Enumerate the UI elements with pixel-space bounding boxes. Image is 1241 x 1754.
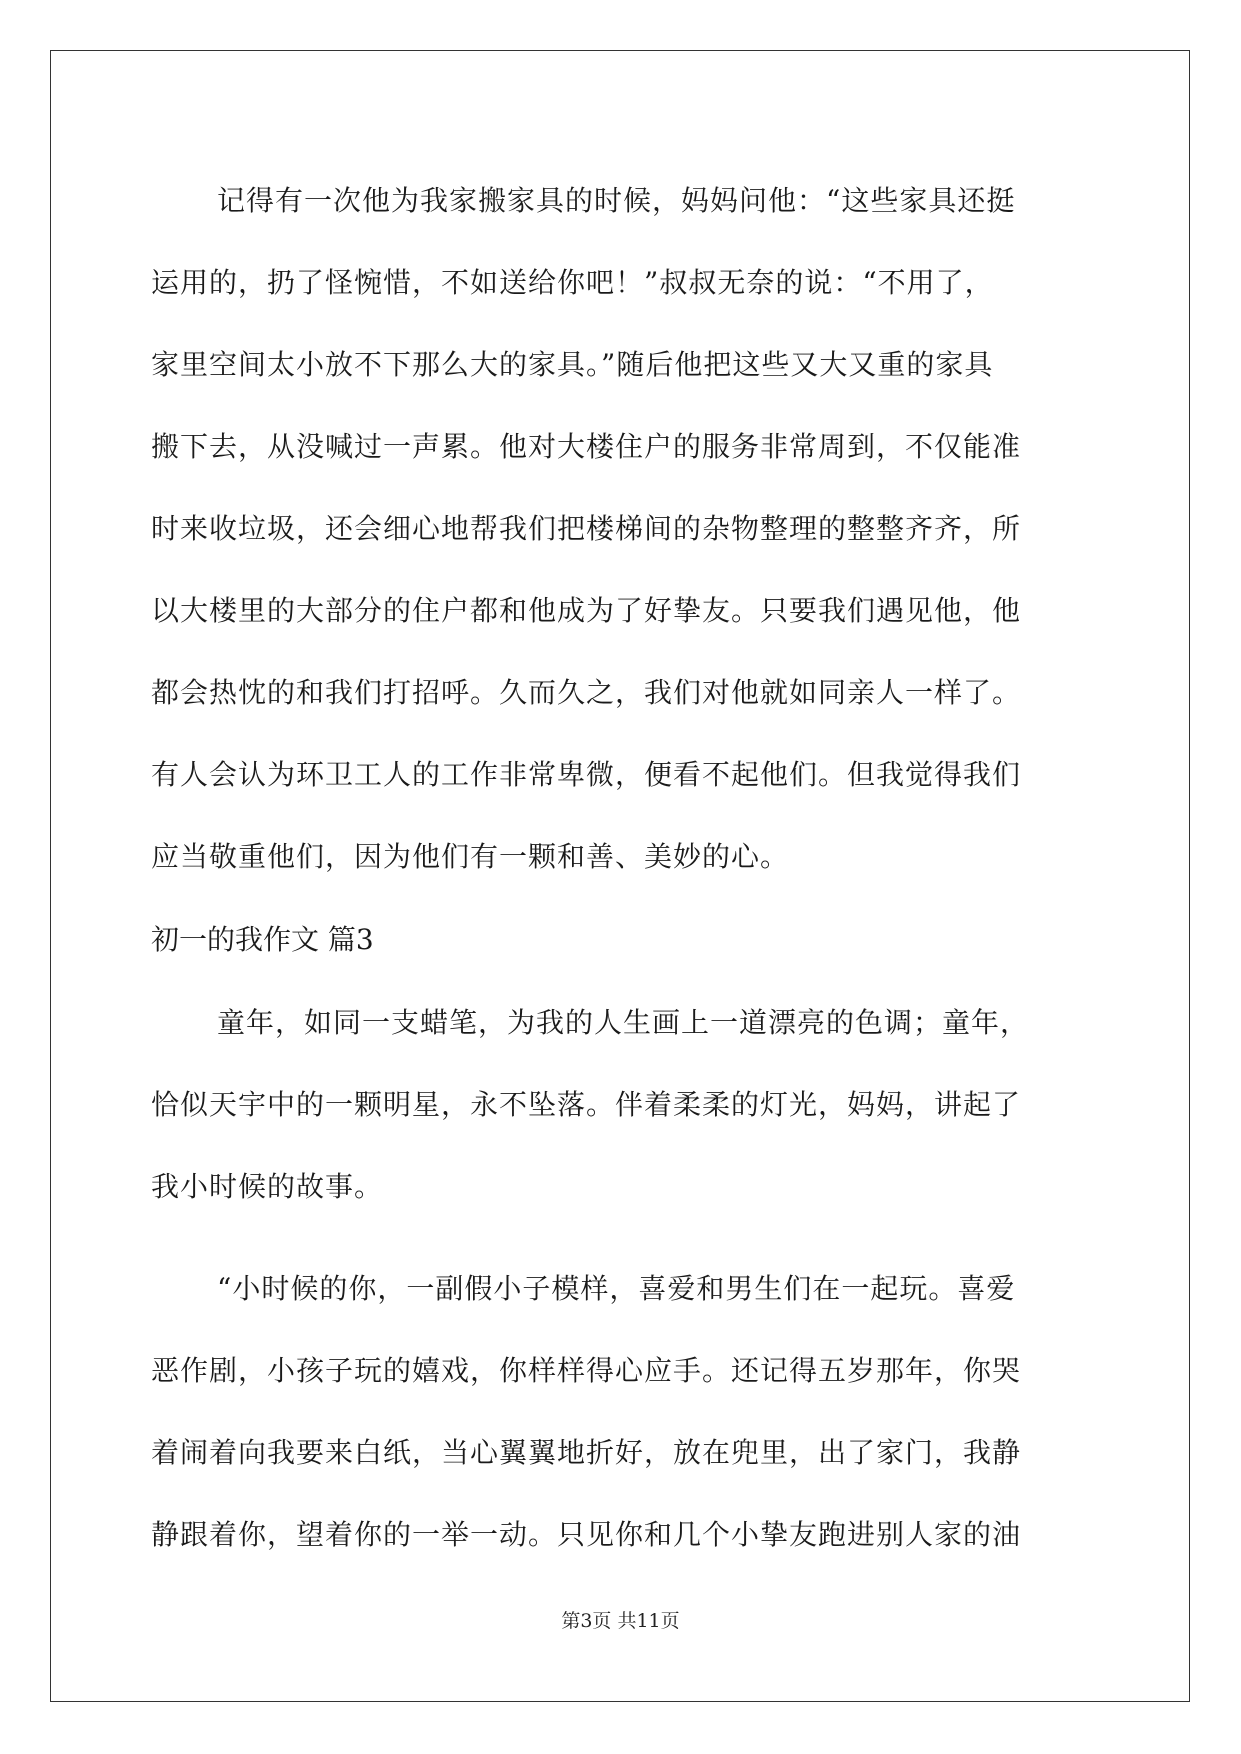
paragraph-line: 有人会认为环卫工人的工作非常卑微，便看不起他们。但我觉得我们: [151, 758, 1022, 791]
paragraph-line: 记得有一次他为我家搬家具的时候，妈妈问他：“这些家具还挺: [217, 184, 1016, 217]
paragraph-line: “小时候的你，一副假小子模样，喜爱和男生们在一起玩。喜爱: [217, 1272, 1016, 1305]
paragraph-line: 着闹着向我要来白纸，当心翼翼地折好，放在兜里，出了家门，我静: [151, 1436, 1022, 1469]
paragraph-line: 我小时候的故事。: [151, 1170, 384, 1203]
paragraph-line: 都会热忱的和我们打招呼。久而久之，我们对他就如同亲人一样了。: [151, 676, 1022, 709]
paragraph-line: 运用的，扔了怪惋惜，不如送给你吧！”叔叔无奈的说：“不用了，: [151, 266, 994, 299]
paragraph-line: 恶作剧，小孩子玩的嬉戏，你样样得心应手。还记得五岁那年，你哭: [151, 1354, 1022, 1387]
paragraph-line: 以大楼里的大部分的住户都和他成为了好挚友。只要我们遇见他，他: [151, 594, 1022, 627]
paragraph-line: 时来收垃圾，还会细心地帮我们把楼梯间的杂物整理的整整齐齐，所: [151, 512, 1022, 545]
paragraph-line: 童年，如同一支蜡笔，为我的人生画上一道漂亮的色调；童年，: [217, 1006, 1030, 1039]
paragraph-gap: [151, 1228, 1091, 1248]
document-body: [151, 160, 1091, 1576]
paragraph-line: 静跟着你，望着你的一举一动。只见你和几个小挚友跑进别人家的油: [151, 1518, 1022, 1551]
section-heading: 初一的我作文 篇3: [151, 923, 374, 956]
page-footer: 第3页 共11页: [561, 1610, 680, 1632]
paragraph-line: 恰似天宇中的一颗明星，永不坠落。伴着柔柔的灯光，妈妈，讲起了: [151, 1088, 1022, 1121]
paragraph-line: 应当敬重他们，因为他们有一颗和善、美妙的心。: [151, 840, 790, 873]
paragraph-line: 搬下去，从没喊过一声累。他对大楼住户的服务非常周到，不仅能准: [151, 430, 1022, 463]
paragraph-line: 家里空间太小放不下那么大的家具。”随后他把这些又大又重的家具: [151, 348, 994, 381]
